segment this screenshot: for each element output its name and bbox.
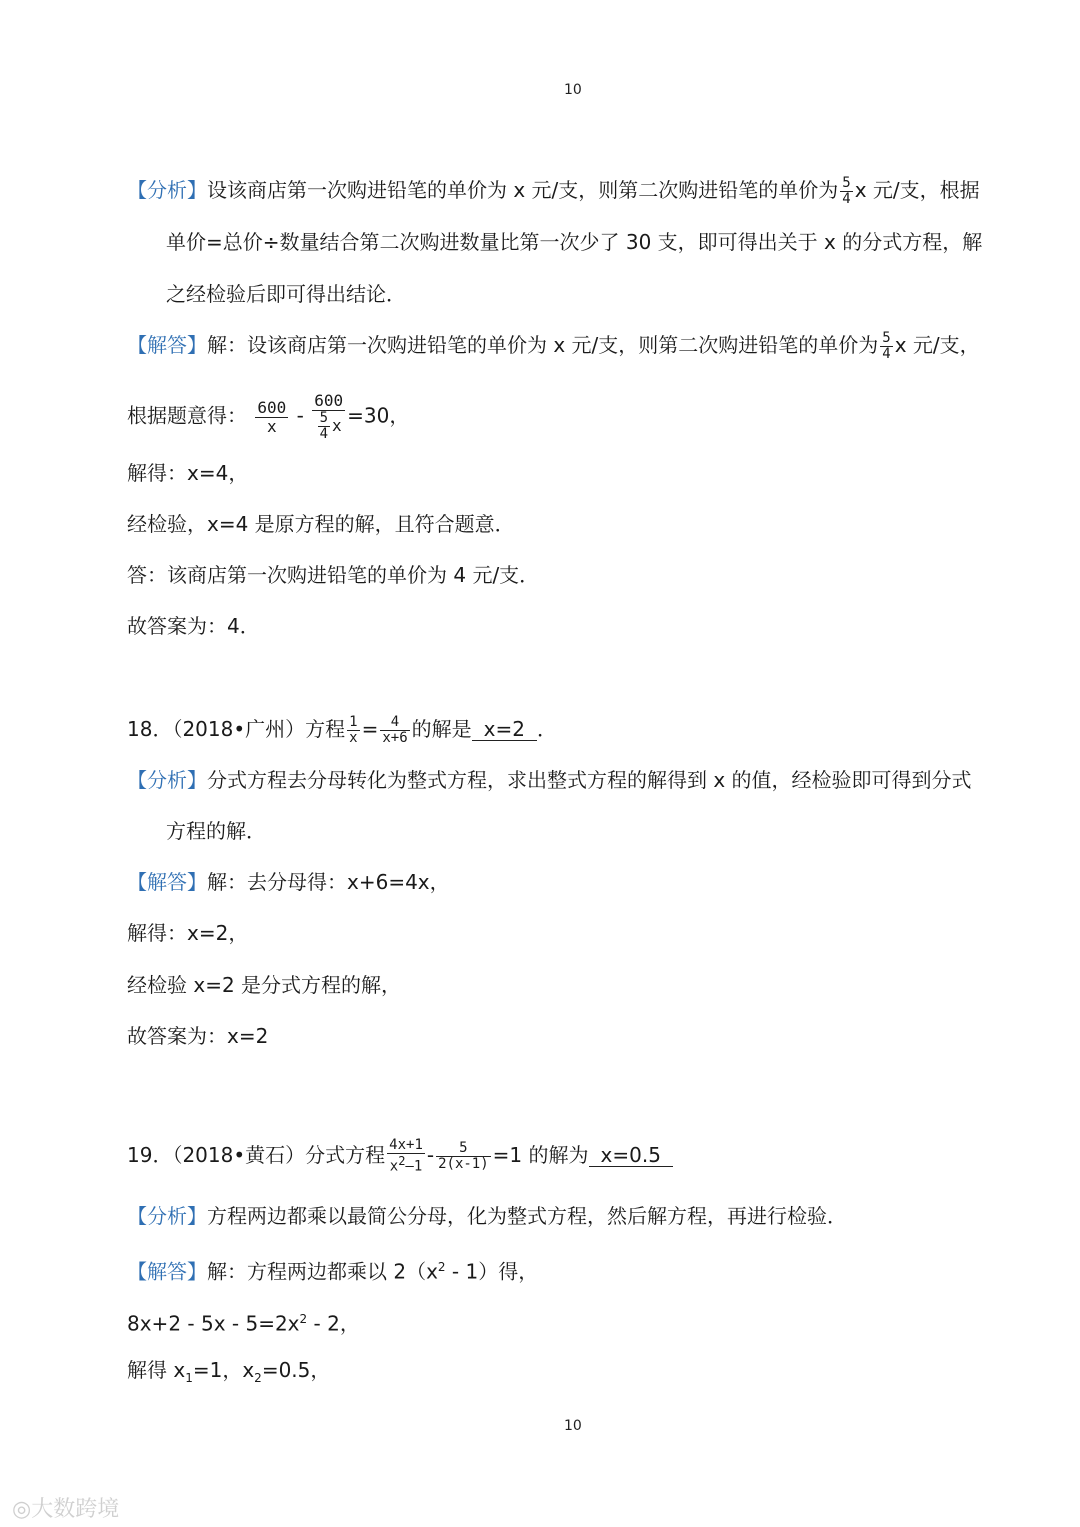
answer-tag: 【解答】	[127, 1259, 207, 1284]
frac-denominator: x	[349, 730, 358, 746]
analysis-tag: 【分析】	[127, 1204, 207, 1228]
p18-check: 经检验 x=2 是分式方程的解，	[127, 973, 402, 997]
p17-analysis-line3: 之经检验后即可得出结论．	[166, 282, 406, 306]
p19-expand	[127, 1306, 360, 1337]
frac-numerator: 4x+1	[389, 1137, 423, 1153]
den-x: x	[389, 1158, 399, 1175]
watermark-text: 大数跨境	[31, 1497, 120, 1522]
p18-final: 故答案为：x=2	[127, 1024, 269, 1048]
p19-expand-b: - 2，	[307, 1311, 360, 1336]
frac-denominator: 2(x-1)	[438, 1155, 489, 1172]
fraction-5-over-2-x-minus-1	[436, 1141, 491, 1172]
frac-numerator: 5	[436, 1141, 491, 1157]
frac-denominator: 4	[882, 346, 891, 362]
p18-stem-a: 18．（2018•广州）方程	[127, 717, 346, 741]
subscript: 1	[185, 1371, 193, 1385]
p19-stem-a: 19．（2018•黄石）分式方程	[127, 1142, 386, 1167]
p19-expand-a: 8x+2 - 5x - 5=2x	[127, 1311, 300, 1336]
fraction-600-over-five-quarter-x	[312, 392, 345, 442]
watermark	[12, 1492, 119, 1523]
watermark-logo-icon: ◎	[12, 1497, 32, 1522]
frac-numerator: 4	[380, 715, 409, 731]
fraction-five-quarters	[318, 411, 330, 442]
exponent: 2	[437, 1260, 446, 1274]
minus-sign: -	[296, 403, 304, 428]
frac-numerator: 5	[319, 410, 329, 426]
p18-stem-b: 的解是	[411, 717, 472, 741]
analysis-tag: 【分析】	[127, 178, 207, 202]
p18-analysis-line1	[127, 767, 972, 793]
subscript: 2	[254, 1371, 262, 1385]
frac-denominator: x+6	[382, 730, 408, 746]
p19-solve	[127, 1357, 330, 1391]
frac-denominator	[312, 411, 345, 442]
p17-answer-line1	[127, 331, 980, 362]
p19-answer-line1	[127, 1254, 538, 1285]
answer-blank: x=2	[472, 718, 537, 741]
p19-solve-a: 解得 x	[127, 1358, 186, 1382]
p17-equation	[127, 392, 409, 442]
p19-stem-b: =1 的解为	[492, 1142, 589, 1167]
fraction-4-over-x-plus-6	[380, 715, 409, 746]
frac-numerator: 600	[314, 391, 344, 410]
answer-tag: 【解答】	[127, 870, 207, 894]
page-number-top: 10	[564, 82, 582, 98]
equals-sign: =	[361, 717, 379, 741]
p18-analysis-line2: 方程的解．	[166, 819, 266, 843]
p19-solve-c: =0.5，	[261, 1358, 331, 1382]
page-number-bottom: 10	[564, 1418, 582, 1434]
p17-analysis-text-b: x 元/支，根据	[854, 178, 980, 202]
frac-denominator: 4	[842, 191, 851, 207]
p17-final: 故答案为：4．	[127, 614, 260, 638]
p17-check: 经检验，x=4 是原方程的解，且符合题意．	[127, 512, 515, 536]
fraction-five-quarters	[880, 331, 892, 362]
p19-answer-a: 解：方程两边都乘以 2（x	[207, 1259, 438, 1284]
analysis-tag: 【分析】	[127, 768, 207, 792]
p18-solve: 解得：x=2，	[127, 921, 249, 945]
p18-answer-line1	[127, 869, 450, 895]
exponent: 2	[299, 1312, 308, 1326]
frac-numerator: 5	[882, 330, 891, 346]
den-minus-one: –1	[405, 1158, 423, 1175]
den-exponent: 2	[398, 1154, 406, 1168]
p19-analysis-text: 方程两边都乘以最简公分母，化为整式方程，然后解方程，再进行检验．	[207, 1204, 847, 1228]
p18-stem	[127, 715, 557, 746]
fraction-1-over-x	[347, 715, 359, 746]
frac-denominator: x	[266, 416, 277, 436]
answer-blank: x=0.5	[589, 1144, 673, 1167]
p19-stem	[127, 1138, 673, 1175]
p17-analysis-line2: 单价=总价÷数量结合第二次购进数量比第一次少了 30 支，即可得出关于 x 的分式方程，解	[166, 230, 983, 254]
p19-analysis	[127, 1203, 847, 1229]
equation-prefix: 根据题意得：	[127, 403, 247, 428]
p18-answer-text: 解：去分母得：x+6=4x，	[207, 870, 450, 894]
fraction-600-over-x	[255, 399, 288, 436]
p17-answer-text-a: 解：设该商店第一次购进铅笔的单价为 x 元/支，则第二次购进铅笔的单价为	[207, 333, 879, 357]
answer-tag: 【解答】	[127, 333, 207, 357]
p18-stem-end: ．	[536, 717, 557, 741]
frac-numerator: 600	[257, 397, 287, 417]
p18-analysis-text: 分式方程去分母转化为整式方程，求出整式方程的解得到 x 的值，经检验即可得到分式	[207, 768, 972, 792]
fraction-4x-plus-1-over-x2-minus-1	[387, 1138, 425, 1175]
variable-x: x	[332, 416, 342, 435]
p17-analysis-line1	[127, 176, 980, 207]
frac-denominator	[387, 1154, 425, 1175]
p17-solve: 解得：x=4，	[127, 461, 249, 485]
minus-sign: -	[426, 1142, 435, 1167]
fraction-five-quarters	[840, 176, 852, 207]
p17-answer-text-b: x 元/支，	[894, 333, 980, 357]
p17-analysis-text-a: 设该商店第一次购进铅笔的单价为 x 元/支，则第二次购进铅笔的单价为	[207, 178, 839, 202]
frac-numerator: 1	[349, 714, 358, 730]
p19-solve-b: =1，x	[192, 1358, 255, 1382]
frac-denominator: 4	[319, 426, 329, 442]
equation-suffix: =30，	[347, 403, 410, 428]
p17-reply: 答：该商店第一次购进铅笔的单价为 4 元/支．	[127, 563, 540, 587]
frac-numerator: 5	[842, 175, 851, 191]
p19-answer-b: - 1）得，	[445, 1259, 539, 1284]
